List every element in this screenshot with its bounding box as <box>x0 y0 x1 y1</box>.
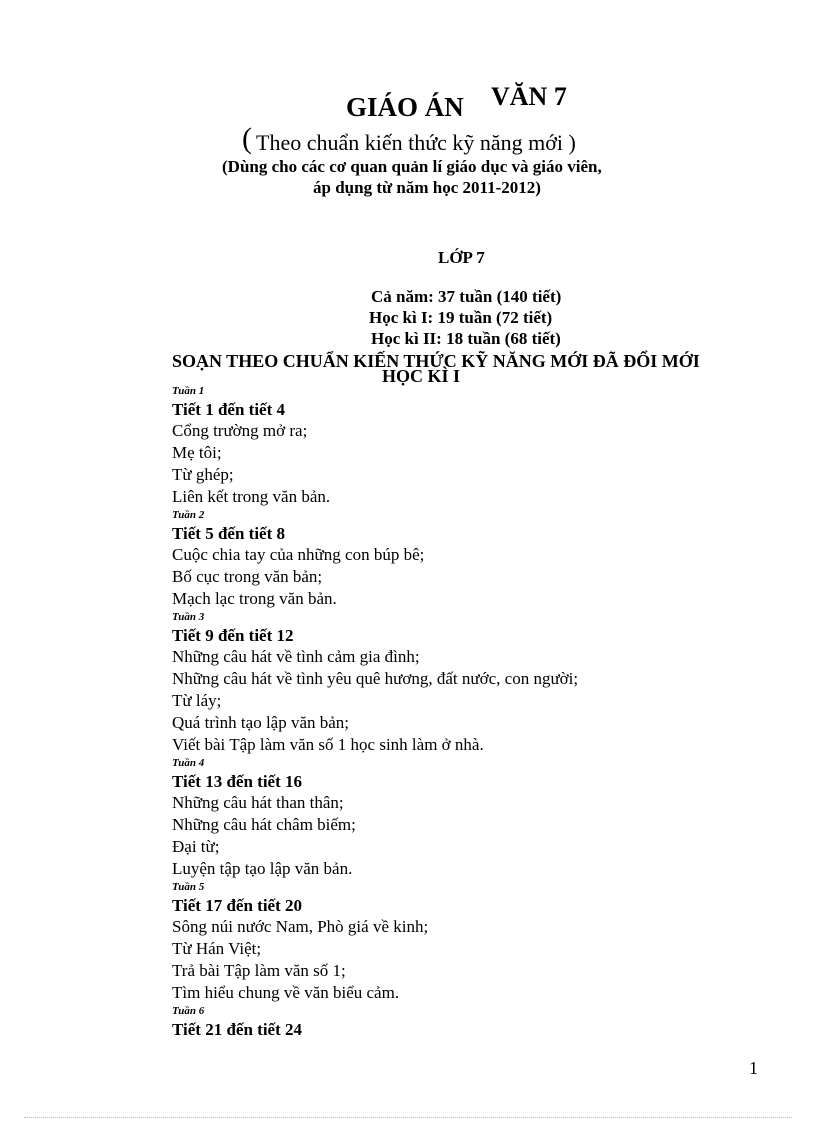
lesson-item: Trả bài Tập làm văn số 1; <box>172 961 346 980</box>
lesson-item: Tìm hiểu chung về văn biểu cảm. <box>172 983 400 1002</box>
page-bottom-divider <box>24 1117 792 1118</box>
curriculum-banner: SOẠN THEO CHUẨN KIẾN THỨC KỸ NĂNG MỚI ĐÃ ĐỔI MỚI <box>172 351 700 371</box>
page-number: 1 <box>749 1058 758 1078</box>
lesson-item: Viết bài Tập làm văn số 1 học sinh làm ở nhà. <box>172 735 484 754</box>
lesson-range: Tiết 5 đến tiết 8 <box>172 524 286 543</box>
lesson-range: Tiết 13 đến tiết 16 <box>172 772 303 791</box>
weekly-schedule <box>172 384 772 1040</box>
usage-note-line-1: (Dùng cho các cơ quan quản lí giáo dục và giáo viên, <box>222 157 602 176</box>
lesson-item: Sông núi nước Nam, Phò giá về kinh; <box>172 917 429 936</box>
document-title-subject: VĂN 7 <box>491 82 567 111</box>
week-block <box>172 880 772 1004</box>
document-subtitle: Theo chuẩn kiến thức kỹ năng mới ) <box>256 130 576 155</box>
stat-term-2: Học kì II: 18 tuần (68 tiết) <box>371 329 561 348</box>
week-block <box>172 610 772 756</box>
week-label: Tuần 6 <box>172 1005 205 1017</box>
lesson-item: Từ láy; <box>172 691 222 710</box>
lesson-item: Đại từ; <box>172 837 220 856</box>
grade-heading: LỚP 7 <box>438 248 485 267</box>
lesson-item: Bố cục trong văn bản; <box>172 567 323 586</box>
lesson-item: Từ ghép; <box>172 465 234 484</box>
week-block <box>172 1004 772 1040</box>
week-block <box>172 756 772 880</box>
lesson-item: Quá trình tạo lập văn bản; <box>172 713 350 732</box>
lesson-item: Cuộc chia tay của những con búp bê; <box>172 545 425 564</box>
week-label: Tuần 5 <box>172 881 205 893</box>
week-label: Tuần 1 <box>172 385 205 397</box>
week-block <box>172 508 772 610</box>
stat-full-year: Cả năm: 37 tuần (140 tiết) <box>371 287 562 306</box>
document-title: GIÁO ÁN <box>346 92 464 122</box>
semester-heading: HỌC KÌ I <box>382 366 461 386</box>
lesson-range: Tiết 9 đến tiết 12 <box>172 626 294 645</box>
week-block <box>172 384 772 508</box>
lesson-item: Những câu hát về tình yêu quê hương, đất nước, con người; <box>172 669 579 688</box>
lesson-item: Luyện tập tạo lập văn bản. <box>172 859 353 878</box>
lesson-item: Cổng trường mở ra; <box>172 421 308 440</box>
subtitle-open-paren: ( <box>242 122 252 155</box>
lesson-item: Những câu hát châm biếm; <box>172 815 356 834</box>
lesson-range: Tiết 1 đến tiết 4 <box>172 400 286 419</box>
lesson-item: Mẹ tôi; <box>172 443 222 462</box>
lesson-item: Những câu hát về tình cảm gia đình; <box>172 647 420 666</box>
lesson-item: Mạch lạc trong văn bản. <box>172 589 337 608</box>
lesson-range: Tiết 17 đến tiết 20 <box>172 896 303 915</box>
lesson-item: Từ Hán Việt; <box>172 939 262 958</box>
week-label: Tuần 4 <box>172 757 205 769</box>
lesson-item: Liên kết trong văn bản. <box>172 487 331 506</box>
stat-term-1: Học kì I: 19 tuần (72 tiết) <box>369 308 553 327</box>
week-label: Tuần 3 <box>172 611 205 623</box>
usage-note-line-2: áp dụng từ năm học 2011-2012) <box>313 178 541 197</box>
lesson-item: Những câu hát than thân; <box>172 793 344 812</box>
lesson-range: Tiết 21 đến tiết 24 <box>172 1020 303 1039</box>
week-label: Tuần 2 <box>172 509 205 521</box>
